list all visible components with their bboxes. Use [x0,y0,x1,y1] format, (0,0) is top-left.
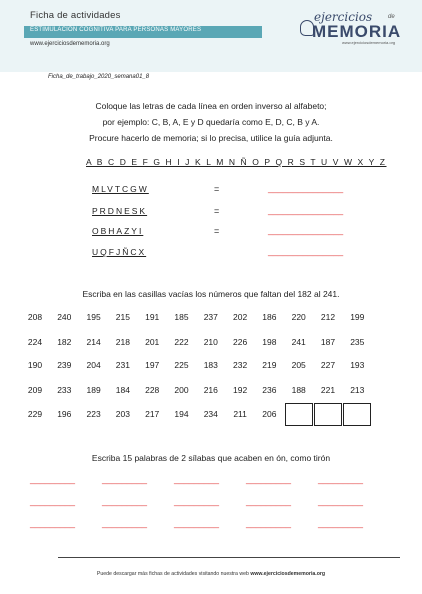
letter-row-4: UQFJÑCX [92,247,147,257]
number-cell: 189 [86,385,101,395]
number-cell: 204 [86,360,101,370]
logo-de-text: de [388,14,395,20]
instruction-line-2: por ejemplo: C, B, A, E y D quedaría como E, D, C, B y A. [102,117,320,127]
number-cell: 222 [174,337,189,347]
empty-number-cell[interactable] [343,403,371,426]
instruction-line-1: Coloque las letras de cada línea en orden inverso al alfabeto; [95,101,327,111]
answer-blank-1[interactable]: _______________ [268,183,344,193]
equals-sign-3: = [214,226,220,236]
sheet-code: Ficha_de_trabajo_2020_semana01_8 [48,74,150,80]
empty-number-cell[interactable] [314,403,342,426]
exercise3-instruction: Escriba 15 palabras de 2 sílabas que acaben en ón, como tirón [91,453,331,463]
number-cell: 240 [57,312,72,322]
number-cell: 202 [233,312,248,322]
word-blank[interactable]: _________ [246,496,292,506]
equals-sign-1: = [214,184,220,194]
number-cell: 194 [174,409,189,419]
answer-blank-2[interactable]: _______________ [268,205,344,215]
footer-message: Puede descargar más fichas de actividades visitando nuestra web [96,571,251,577]
header-title: Ficha de actividades [30,10,121,21]
number-cell: 182 [57,337,72,347]
number-cell: 199 [350,312,365,322]
number-cell: 214 [86,337,101,347]
number-cell: 196 [57,409,72,419]
number-cell: 208 [27,312,43,322]
number-cell: 190 [27,360,43,370]
number-cell: 231 [115,360,130,370]
number-cell: 241 [291,337,306,347]
header-url: www.ejerciciosdememoria.org [30,41,110,47]
number-cell: 237 [203,312,218,322]
number-cell: 186 [262,312,277,322]
number-cell: 211 [233,409,247,419]
number-cell: 220 [291,312,306,322]
logo-main-text: MEMORIA [312,22,402,41]
word-blank[interactable]: _________ [318,518,364,528]
number-cell: 215 [115,312,130,322]
number-cell: 191 [145,312,160,322]
number-cell: 185 [174,312,189,322]
number-cell: 188 [291,385,306,395]
number-cell: 217 [145,409,160,419]
number-cell: 234 [203,409,218,419]
exercise2-instruction: Escriba en las casillas vacías los números que faltan del 182 al 241. [82,289,340,299]
number-cell: 223 [86,409,101,419]
word-blank[interactable]: _________ [246,474,292,484]
letter-row-1: MLVTCGW [92,184,149,194]
logo-top-text: ejercicios [314,10,373,24]
number-cell: 239 [57,360,72,370]
word-blank[interactable]: _________ [30,496,76,506]
word-blank[interactable]: _________ [102,496,148,506]
footer-url: www.ejerciciosdememoria.org [250,571,326,577]
word-blank[interactable]: _________ [318,496,364,506]
alphabet-guide: A B C D E F G H I J K L M N Ñ O P Q R S T U V W X Y Z [86,157,387,167]
number-cell: 227 [320,360,336,370]
word-blank[interactable]: _________ [30,518,76,528]
number-cell: 221 [320,385,336,395]
number-cell: 203 [115,409,130,419]
logo-url: www.ejerciciosdememoria.org [342,40,396,45]
word-blank[interactable]: _________ [174,496,220,506]
number-cell: 216 [203,385,218,395]
number-cell: 219 [262,360,277,370]
instruction-line-3: Procure hacerlo de memoria; si lo precisa, utilice la guía adjunta. [89,133,333,143]
number-cell: 224 [27,337,43,347]
number-cell: 212 [320,312,336,322]
number-cell: 232 [233,360,248,370]
number-cell: 198 [262,337,277,347]
number-cell: 235 [350,337,365,347]
number-cell: 210 [203,337,218,347]
number-cell: 226 [233,337,248,347]
word-blank[interactable]: _________ [174,474,220,484]
number-cell: 187 [320,337,336,347]
number-cell: 195 [86,312,101,322]
number-cell: 183 [203,360,218,370]
number-cell: 192 [233,385,248,395]
number-cell: 218 [115,337,130,347]
empty-number-cell[interactable] [285,403,313,426]
number-cell: 236 [262,385,277,395]
number-cell: 213 [350,385,365,395]
word-blank[interactable]: _________ [102,518,148,528]
answer-blank-3[interactable]: _______________ [268,225,344,235]
number-cell: 205 [291,360,306,370]
word-blank[interactable]: _________ [246,518,292,528]
footer-text [0,571,422,577]
letter-row-2: PRDNESK [92,206,148,216]
header-subtitle: ESTIMULACIÓN COGNITIVA PARA PERSONAS MAYORES [30,27,202,33]
number-cell: 225 [174,360,189,370]
number-cell: 233 [57,385,72,395]
number-cell: 193 [350,360,365,370]
number-cell: 200 [174,385,189,395]
logo [300,10,420,46]
number-cell: 209 [27,385,43,395]
number-cell: 229 [27,409,43,419]
number-cell: 228 [145,385,160,395]
word-blank[interactable]: _________ [102,474,148,484]
number-cell: 206 [262,409,277,419]
answer-blank-4[interactable]: _______________ [268,246,344,256]
number-cell: 201 [145,337,160,347]
number-cell: 197 [145,360,160,370]
word-blank[interactable]: _________ [30,474,76,484]
word-blank[interactable]: _________ [174,518,220,528]
word-blank[interactable]: _________ [318,474,364,484]
number-cell: 184 [115,385,130,395]
letter-row-3: OBHAZYI [92,226,144,236]
footer-divider [58,557,400,558]
equals-sign-2: = [214,206,220,216]
